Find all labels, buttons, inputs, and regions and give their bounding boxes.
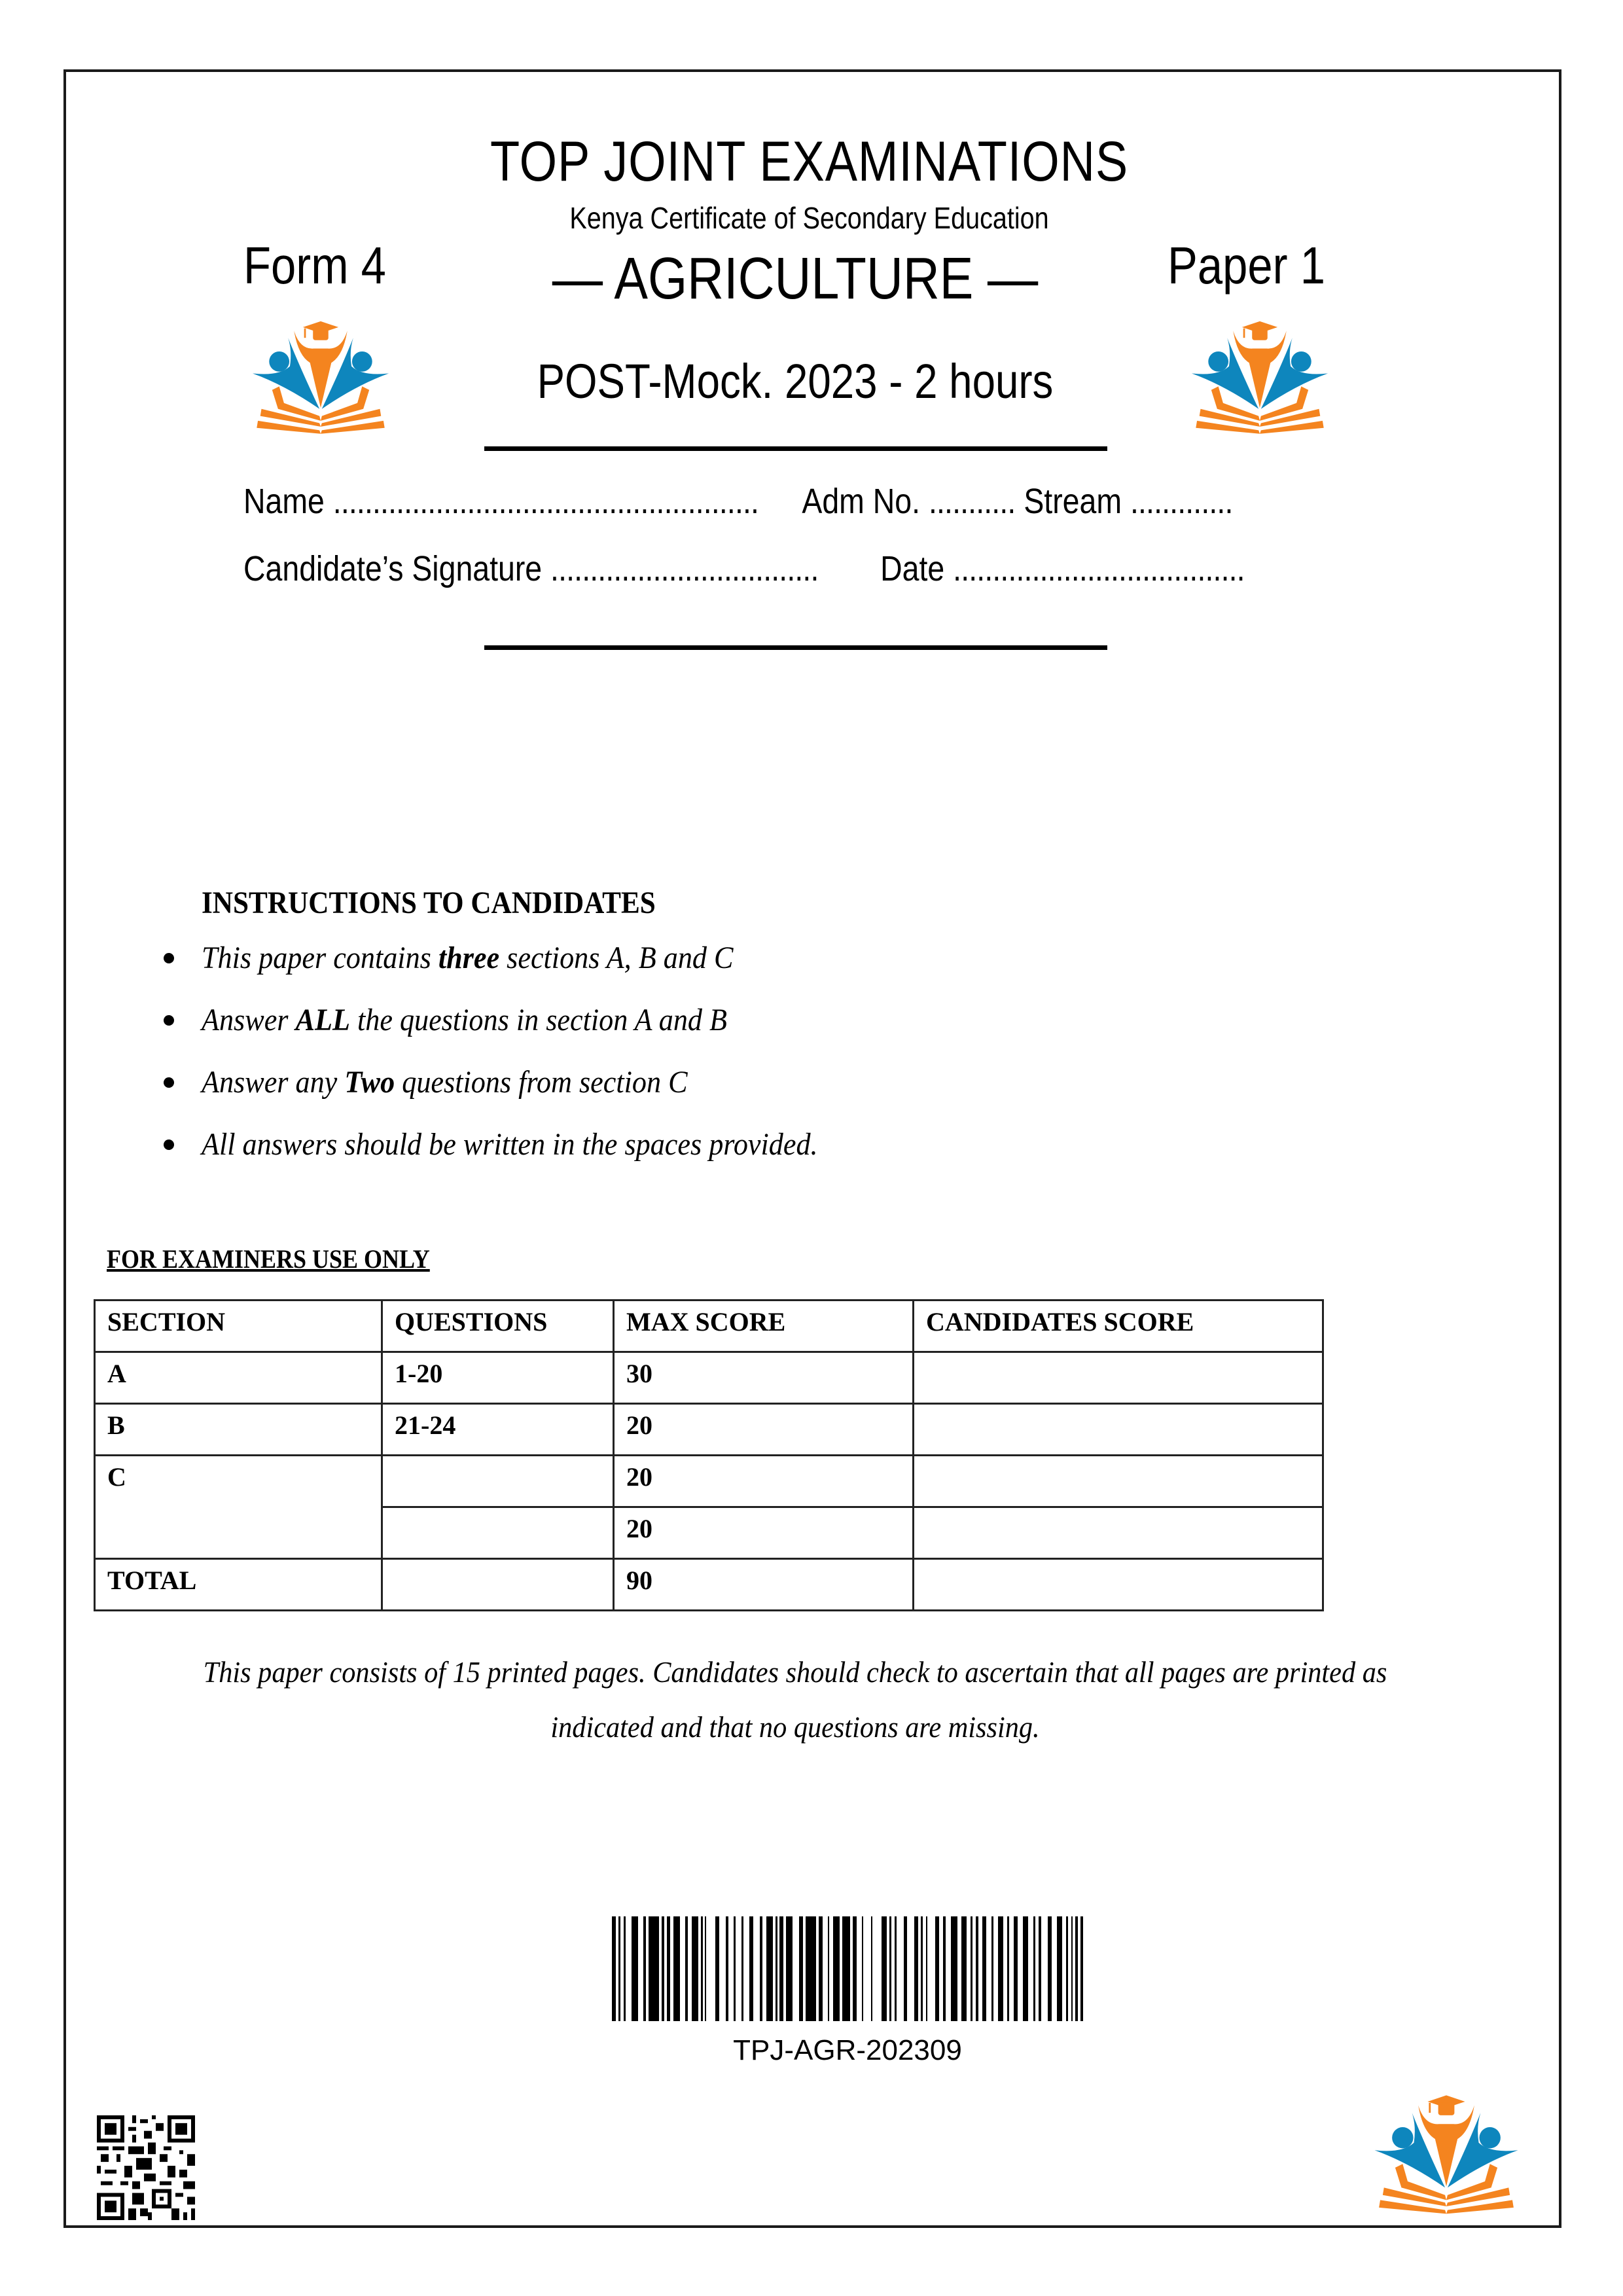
pages-note-line1: This paper consists of 15 printed pages. Candidates should check to ascertain that all pages are printed as [203, 1655, 1387, 1689]
table-row [95, 1404, 1323, 1456]
bullet-icon [164, 1139, 174, 1150]
stream-field[interactable]: ............. [1130, 482, 1233, 521]
max-score-cell: 20 [614, 1404, 914, 1456]
candidates-score-cell[interactable] [914, 1507, 1323, 1559]
header-divider [484, 446, 1107, 451]
column-header-max-score: MAX SCORE [614, 1300, 914, 1352]
column-header-candidates-score: CANDIDATES SCORE [914, 1300, 1323, 1352]
examiners-heading: FOR EXAMINERS USE ONLY [107, 1244, 430, 1274]
barcode-code: TPJ-AGR-202309 [733, 2034, 962, 2066]
max-score-cell: 20 [614, 1456, 914, 1507]
certificate-subtitle: Kenya Certificate of Secondary Education [569, 201, 1049, 235]
examiners-score-table [94, 1299, 1324, 1611]
name-field[interactable]: ...................................................... [332, 482, 759, 521]
bullet-icon [164, 1077, 174, 1088]
barcode-icon [612, 1916, 1083, 2021]
max-score-cell: 20 [614, 1507, 914, 1559]
qr-code-icon [97, 2115, 195, 2220]
adm-no-field[interactable]: ........... [928, 482, 1016, 521]
questions-cell [382, 1559, 614, 1611]
stream-label: Stream [1024, 482, 1122, 521]
section-cell: C [95, 1456, 382, 1559]
form-label: Form 4 [243, 236, 386, 295]
signature-field[interactable]: .................................. [550, 549, 819, 588]
date-label: Date [880, 549, 945, 588]
table-header-row [95, 1300, 1323, 1352]
questions-cell: 1-20 [382, 1352, 614, 1404]
candidates-score-cell[interactable] [914, 1352, 1323, 1404]
paper-label: Paper 1 [1168, 236, 1325, 295]
questions-cell [382, 1456, 614, 1507]
section-cell: A [95, 1352, 382, 1404]
instruction-item: All answers should be written in the spaces provided. [164, 1126, 871, 1189]
organization-title: TOP JOINT EXAMINATIONS [490, 130, 1129, 193]
candidates-score-cell[interactable] [914, 1456, 1323, 1507]
pages-note-line2: indicated and that no questions are missing. [550, 1710, 1040, 1744]
instruction-item: This paper contains three sections A, B and C [164, 940, 871, 1002]
max-score-cell: 30 [614, 1352, 914, 1404]
name-row [243, 481, 1233, 522]
fields-divider [484, 645, 1107, 650]
instructions-heading: INSTRUCTIONS TO CANDIDATES [202, 886, 656, 920]
instruction-item: Answer any Two questions from section C [164, 1064, 871, 1126]
school-logo-icon [242, 314, 399, 439]
section-cell: TOTAL [95, 1559, 382, 1611]
signature-label: Candidate’s Signature [243, 549, 543, 588]
column-header-section: SECTION [95, 1300, 382, 1352]
bullet-icon [164, 1015, 174, 1026]
name-label: Name [243, 482, 325, 521]
signature-row [243, 548, 1245, 589]
column-header-questions: QUESTIONS [382, 1300, 614, 1352]
instruction-item: Answer ALL the questions in section A and B [164, 1002, 871, 1064]
date-field[interactable]: ..................................... [953, 549, 1245, 588]
instructions-list [164, 940, 871, 1189]
questions-cell [382, 1507, 614, 1559]
school-logo-icon [1181, 314, 1338, 439]
questions-cell: 21-24 [382, 1404, 614, 1456]
table-row [95, 1352, 1323, 1404]
candidates-score-cell[interactable] [914, 1559, 1323, 1611]
table-row-total [95, 1559, 1323, 1611]
session-info: POST-Mock. 2023 - 2 hours [537, 354, 1054, 408]
adm-no-label: Adm No. [802, 482, 921, 521]
candidates-score-cell[interactable] [914, 1404, 1323, 1456]
bullet-icon [164, 953, 174, 963]
subject-title: — AGRICULTURE — [552, 246, 1039, 312]
section-cell: B [95, 1404, 382, 1456]
max-score-cell: 90 [614, 1559, 914, 1611]
school-logo-icon [1364, 2088, 1528, 2219]
table-row [95, 1456, 1323, 1507]
